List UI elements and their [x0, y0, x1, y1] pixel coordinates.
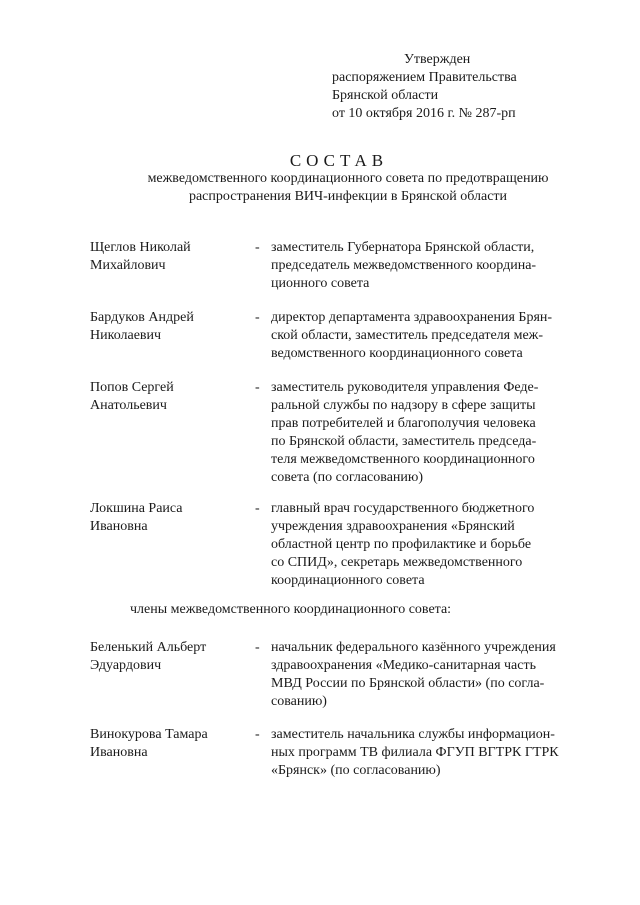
member-dash: - [255, 727, 260, 742]
member-dash: - [255, 640, 260, 655]
approval-block [332, 51, 517, 123]
member-name: Щеглов Николай Михайлович [90, 240, 191, 273]
member-role: заместитель Губернатора Брянской области, председатель межведомственного координа- ционного совета [271, 240, 537, 291]
member-name: Попов Сергей Анатольевич [90, 380, 174, 413]
approval-date-line: от 10 октября 2016 г. № 287-рп [332, 106, 516, 121]
member-name: Локшина Раиса Ивановна [90, 501, 183, 534]
members-heading: члены межведомственного координационного совета: [130, 602, 452, 617]
member-name: Беленький Альберт Эдуардович [90, 640, 207, 673]
member-name: Винокурова Тамара Ивановна [90, 727, 208, 760]
member-role: директор департамента здравоохранения Брян- ской области, заместитель председателя меж- ведомственного координационного совета [271, 310, 553, 361]
member-dash: - [255, 310, 260, 325]
approval-line: распоряжением Правительства [332, 70, 517, 85]
member-dash: - [255, 380, 260, 395]
member-role: заместитель начальника службы информацион- ных программ ТВ филиала ФГУП ВГТРК ГТРК «Брянск» (по согласованию) [271, 727, 559, 778]
member-role: заместитель руководителя управления Феде- ральной службы по надзору в сфере защиты прав потребителей и благополучия человека по Брянской области, заместитель председа- теля межведомственного координационного совета (по согласованию) [271, 380, 539, 485]
subtitle-line: межведомственного координационного совета по предотвращению [147, 171, 549, 186]
document-title: СОСТАВ [289, 151, 389, 170]
member-role: начальник федерального казённого учреждения здравоохранения «Медико-санитарная часть МВД России по Брянской области» (по согла- сованию) [271, 640, 556, 709]
approval-line: Утвержден [404, 52, 471, 67]
document-subtitle [0, 170, 640, 206]
member-name: Бардуков Андрей Николаевич [90, 310, 194, 343]
approval-line: Брянской области [332, 88, 439, 103]
member-role: главный врач государственного бюджетного учреждения здравоохранения «Брянский областной центр по профилактике и борьбе со СПИД», секретарь межведомственного координационного совета [271, 501, 535, 588]
member-dash: - [255, 240, 260, 255]
subtitle-line: распространения ВИЧ-инфекции в Брянской области [188, 189, 508, 204]
member-dash: - [255, 501, 260, 516]
